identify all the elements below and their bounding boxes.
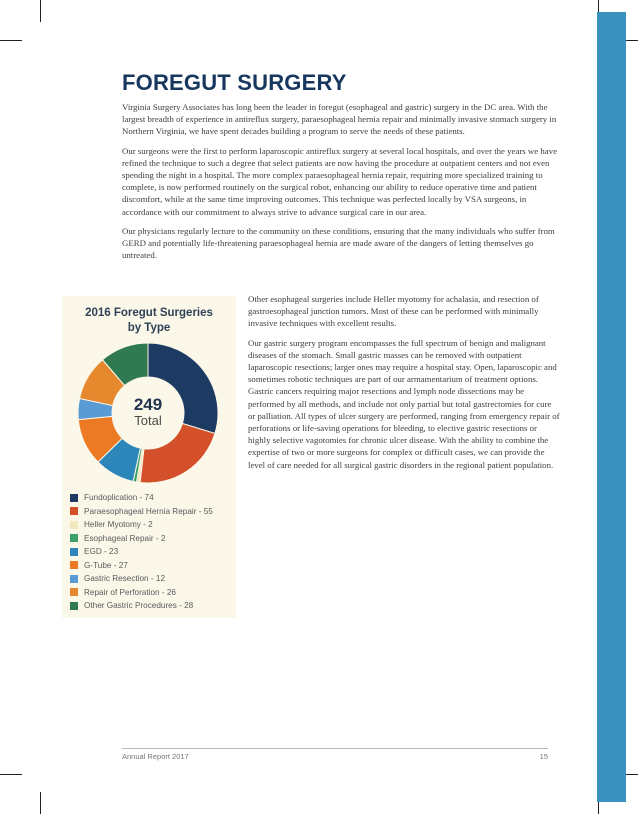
legend-item xyxy=(70,545,213,559)
donut-center-value: 249 xyxy=(133,395,163,414)
page-title: FOREGUT SURGERY xyxy=(122,70,347,95)
legend-label: Repair of Perforation - 26 xyxy=(84,587,176,597)
legend-swatch xyxy=(70,602,78,610)
legend-swatch xyxy=(70,521,78,529)
legend-item xyxy=(70,491,213,505)
donut-slice xyxy=(140,424,215,483)
legend-label: Other Gastric Procedures - 28 xyxy=(84,601,194,611)
crop-mark-top-left-v xyxy=(40,0,41,22)
donut-center-label: Total xyxy=(134,413,162,428)
legend-item xyxy=(70,518,213,532)
surgeries-chart-panel xyxy=(62,296,236,618)
legend-label: Heller Myotomy - 2 xyxy=(84,520,153,530)
crop-mark-bottom-left-v xyxy=(40,792,41,814)
legend-label: Fundoplication - 74 xyxy=(84,493,154,503)
legend-item xyxy=(70,505,213,519)
crop-mark-top-left-h xyxy=(0,40,22,41)
accent-sidebar xyxy=(597,12,626,802)
legend-label: Gastric Resection - 12 xyxy=(84,574,165,584)
body-paragraph: Other esophageal surgeries include Heller myotomy for achalasia, and resection of gastroesophageal junction tumors. Most of these can be performed with minimally invasive techniques with excellent results. xyxy=(248,294,539,329)
legend-item xyxy=(70,532,213,546)
legend-swatch xyxy=(70,534,78,542)
chart-title-line: 2016 Foregut Surgeries xyxy=(85,307,213,319)
chart-title xyxy=(62,306,236,336)
legend-item xyxy=(70,599,213,613)
legend-swatch xyxy=(70,494,78,502)
crop-mark-top-right-v xyxy=(598,0,599,12)
intro-paragraph: Our surgeons were the first to perform laparoscopic antireflux surgery at several local hospitals, and over the years we have refined the technique to such a degree that select patients are now having the procedure at outpatient centers and not even spending the night in a hospital. The more complex paraesophageal hernia repair, requiring more specialized training to complete, is now performed routinely on the surgical robot, enhancing our ability to reduce operative time and patient discomfort, while at the same time improving outcomes. This technique was perfected locally by VSA surgeons, in accordance with our commitment to always strive to advance surgical care in our area. xyxy=(122,145,557,217)
donut-chart xyxy=(62,342,236,484)
legend-label: EGD - 23 xyxy=(84,547,119,557)
legend-label: G-Tube - 27 xyxy=(84,560,128,570)
legend-swatch xyxy=(70,588,78,596)
crop-mark-bottom-left-h xyxy=(0,774,22,775)
legend-item xyxy=(70,559,213,573)
right-column-text xyxy=(248,293,560,478)
crop-mark-bottom-right-v xyxy=(598,802,599,814)
chart-title-line: by Type xyxy=(127,322,171,334)
legend-label: Paraesophageal Hernia Repair - 55 xyxy=(84,506,213,516)
intro-paragraph: Virginia Surgery Associates has long been the leader in foregut (esophageal and gastric) surgery in the DC area. With the largest breadth of experience in antireflux surgery, paraesophageal hernia repair and minimally invasive stomach surgery in Northern Virginia, we have spent decades building a program to serve the needs of these patients. xyxy=(122,102,557,137)
legend-swatch xyxy=(70,561,78,569)
footer-rule xyxy=(122,748,548,749)
intro-paragraph: Our physicians regularly lecture to the community on these conditions, ensuring that the many individuals who suffer from GERD and potentially life-threatening paraesophageal hernia are made aware of the dangers of letting themselves go untreated. xyxy=(122,225,555,261)
legend-item xyxy=(70,572,213,586)
footer-report-label: Annual Report 2017 xyxy=(122,752,189,761)
legend-item xyxy=(70,586,213,600)
legend-label: Esophageal Repair - 2 xyxy=(84,533,166,543)
legend-swatch xyxy=(70,575,78,583)
legend-swatch xyxy=(70,548,78,556)
legend-swatch xyxy=(70,507,78,515)
footer-page-number: 15 xyxy=(539,752,548,761)
body-paragraph: Our gastric surgery program encompasses the full spectrum of benign and malignant diseases of the stomach. Small gastric masses can be removed with outpatient laparoscopic resections; larger ones may require a hospital stay. Open, laparoscopic and sometimes robotic techniques are part of our armamentarium of treatment options. Gastric cancers requiring major resections and lymph node dissections may be performed by all methods, and include not only partial but total gastrectomies for cure or palliation. All types of ulcer surgery are performed, ranging from emergency repair of perforations or life-saving operations for bleeding, to elective gastric resections or highly selective vagotomies for chronic ulcer disease. With the ability to combine the expertise of two or more surgeons for complex or difficult cases, we can provide the level of care needed for all surgical gastric disorders in the regional patient population. xyxy=(248,337,560,470)
intro-text xyxy=(122,101,560,268)
chart-legend xyxy=(70,491,213,613)
